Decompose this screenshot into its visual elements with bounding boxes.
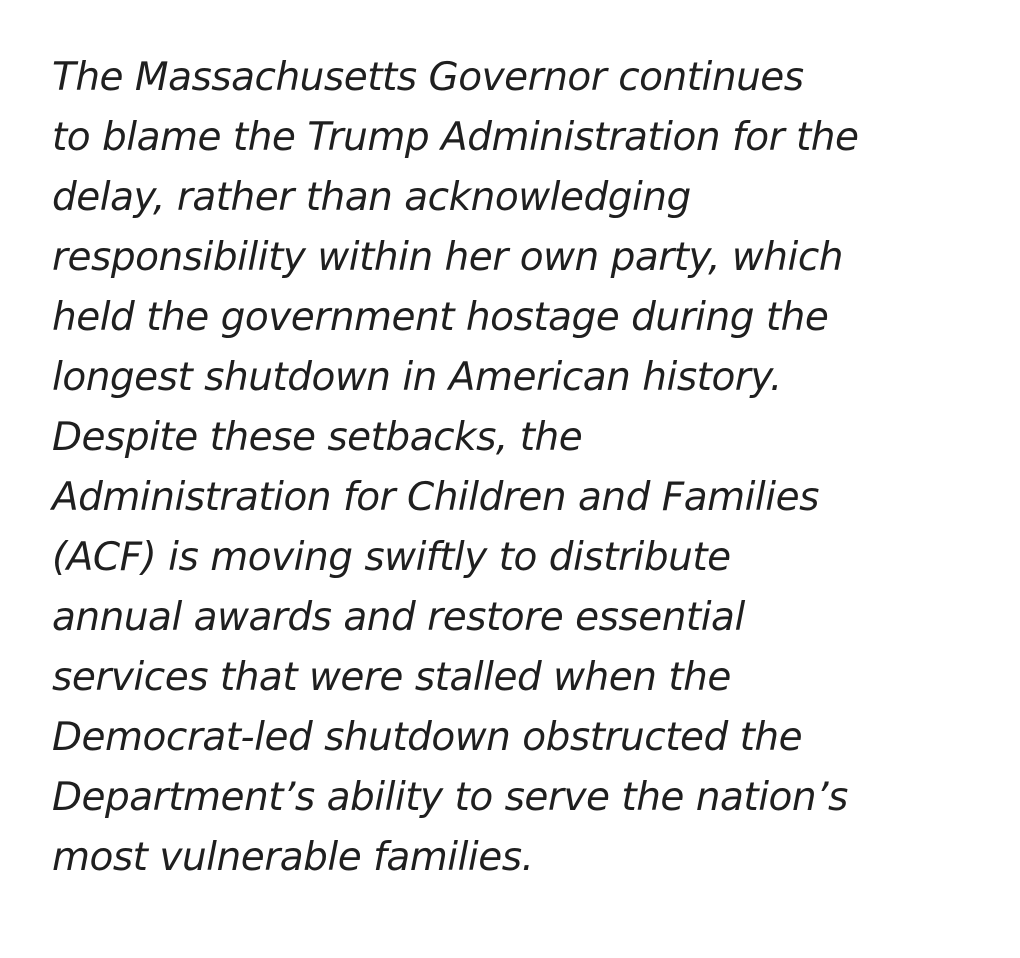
paragraph-line: to blame the Trump Administration for the [52, 115, 859, 160]
paragraph-line: services that were stalled when the [52, 655, 731, 700]
paragraph-line: annual awards and restore essential [52, 595, 745, 640]
paragraph-line: longest shutdown in American history. [52, 355, 782, 400]
paragraph-line: Administration for Children and Families [52, 475, 819, 520]
paragraph-line: (ACF) is moving swiftly to distribute [52, 535, 731, 580]
paragraph-line: Despite these setbacks, the [52, 415, 583, 460]
paragraph-line: held the government hostage during the [52, 295, 829, 340]
paragraph-line: responsibility within her own party, which [52, 235, 844, 280]
paragraph-line: most vulnerable families. [52, 835, 534, 880]
paragraph-line: delay, rather than acknowledging [52, 175, 691, 220]
paragraph-line: Department’s ability to serve the nation’s [52, 775, 848, 820]
quote-paragraph [52, 48, 992, 888]
paragraph-line: Democrat-led shutdown obstructed the [52, 715, 803, 760]
paragraph-line: The Massachusetts Governor continues [52, 55, 804, 100]
